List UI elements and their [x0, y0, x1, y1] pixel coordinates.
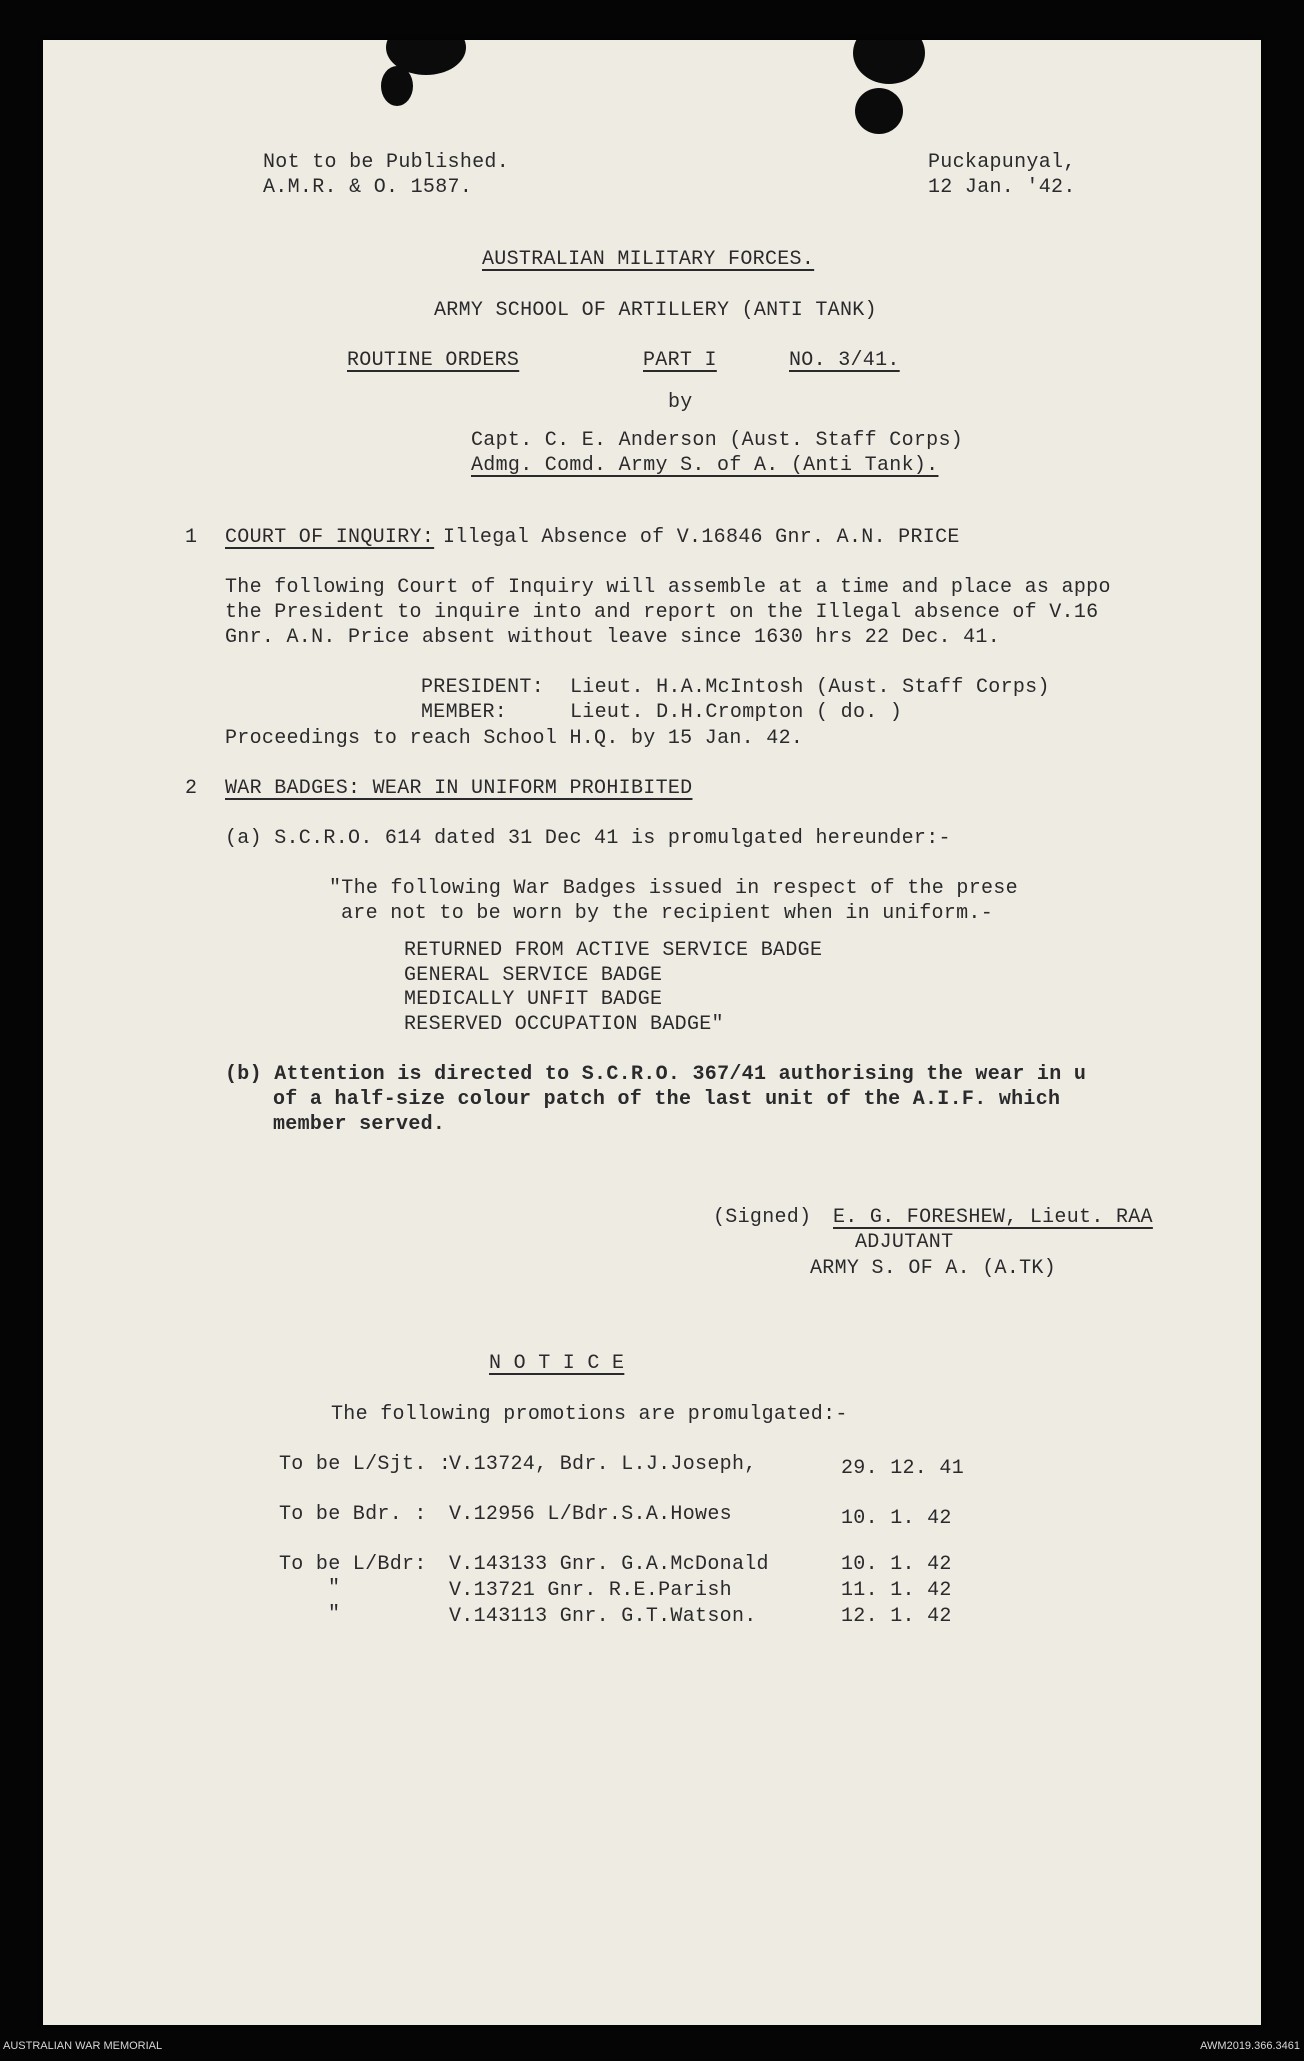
notice-intro: The following promotions are promulgated:-: [331, 1403, 848, 1426]
promotion-name: V.12956 L/Bdr.S.A.Howes: [449, 1503, 732, 1526]
section2-quote-line2: are not to be worn by the recipient when in uniform.-: [341, 902, 994, 925]
section1-para-line3: Gnr. A.N. Price absent without leave since 1630 hrs 22 Dec. 41.: [225, 626, 1001, 649]
president-value: Lieut. H.A.McIntosh (Aust. Staff Corps): [570, 676, 1050, 699]
promotion-name: V.13724, Bdr. L.J.Joseph,: [449, 1453, 757, 1476]
promotion-rank: To be Bdr. :: [279, 1503, 427, 1526]
signature-title: ADJUTANT: [855, 1231, 954, 1254]
member-label: MEMBER:: [421, 701, 508, 724]
header-location: Puckapunyal,: [928, 151, 1076, 174]
section2-b-line1: (b) Attention is directed to S.C.R.O. 367/41 authorising the wear in u: [225, 1063, 1087, 1086]
signature-signed: (Signed): [713, 1206, 812, 1229]
ink-blot-right: [853, 40, 925, 84]
section1-subject: Illegal Absence of V.16846 Gnr. A.N. PRICE: [443, 526, 960, 549]
badge-item: GENERAL SERVICE BADGE: [404, 964, 663, 987]
section2-number: 2: [185, 777, 198, 800]
section1-para-line1: The following Court of Inquiry will assemble at a time and place as appo: [225, 576, 1111, 599]
member-value: Lieut. D.H.Crompton ( do. ): [570, 701, 903, 724]
promotion-name: V.143113 Gnr. G.T.Watson.: [449, 1605, 757, 1628]
section2-quote-line1: "The following War Badges issued in respect of the prese: [329, 877, 1018, 900]
ink-blot-left-drip: [381, 66, 413, 106]
president-label: PRESIDENT:: [421, 676, 545, 699]
badge-item: RETURNED FROM ACTIVE SERVICE BADGE: [404, 939, 823, 962]
title-forces: AUSTRALIAN MILITARY FORCES.: [482, 248, 815, 271]
badge-item: RESERVED OCCUPATION BADGE": [404, 1013, 724, 1036]
footer-institution: AUSTRALIAN WAR MEMORIAL: [3, 2040, 163, 2052]
promotion-date: 12. 1. 42: [841, 1605, 952, 1628]
section1-heading: COURT OF INQUIRY:: [225, 526, 435, 549]
title-appointment: Admg. Comd. Army S. of A. (Anti Tank).: [471, 454, 939, 477]
promotion-rank: To be L/Bdr:: [279, 1553, 427, 1576]
section1-number: 1: [185, 526, 198, 549]
section2-b-line2: of a half-size colour patch of the last unit of the A.I.F. which: [273, 1088, 1061, 1111]
signature-unit: ARMY S. OF A. (A.TK): [810, 1257, 1057, 1280]
promotion-date: 10. 1. 42: [841, 1553, 952, 1576]
signature-name: E. G. FORESHEW, Lieut. RAA: [833, 1206, 1153, 1229]
promotion-date: 11. 1. 42: [841, 1579, 952, 1602]
header-amr-reference: A.M.R. & O. 1587.: [263, 176, 473, 199]
title-by: by: [668, 391, 693, 414]
document-page: [43, 40, 1261, 2025]
title-school: ARMY SCHOOL OF ARTILLERY (ANTI TANK): [434, 299, 877, 322]
section2-b-line3: member served.: [273, 1113, 446, 1136]
section1-proceedings: Proceedings to reach School H.Q. by 15 Jan. 42.: [225, 727, 804, 750]
section2-heading: WAR BADGES: WEAR IN UNIFORM PROHIBITED: [225, 777, 693, 800]
notice-heading: N O T I C E: [489, 1352, 625, 1375]
promotion-date: 29. 12. 41: [841, 1457, 965, 1480]
header-not-published: Not to be Published.: [263, 151, 510, 174]
section1-para-line2: the President to inquire into and report on the Illegal absence of V.16: [225, 601, 1099, 624]
promotion-rank: ": [328, 1603, 341, 1626]
title-routine-orders: ROUTINE ORDERS: [347, 349, 520, 372]
ink-blot-right-drip: [855, 88, 903, 134]
badge-item: MEDICALLY UNFIT BADGE: [404, 988, 663, 1011]
promotion-rank: ": [328, 1577, 341, 1600]
promotion-rank: To be L/Sjt. :: [279, 1453, 452, 1476]
title-number: NO. 3/41.: [789, 349, 900, 372]
title-officer: Capt. C. E. Anderson (Aust. Staff Corps): [471, 429, 964, 452]
promotion-name: V.13721 Gnr. R.E.Parish: [449, 1579, 732, 1602]
title-part: PART I: [643, 349, 717, 372]
promotion-date: 10. 1. 42: [841, 1507, 952, 1530]
footer-accession-number: AWM2019.366.3461: [1200, 2040, 1300, 2052]
header-date: 12 Jan. '42.: [928, 176, 1076, 199]
section2-a-line: (a) S.C.R.O. 614 dated 31 Dec 41 is promulgated hereunder:-: [225, 827, 951, 850]
promotion-name: V.143133 Gnr. G.A.McDonald: [449, 1553, 769, 1576]
